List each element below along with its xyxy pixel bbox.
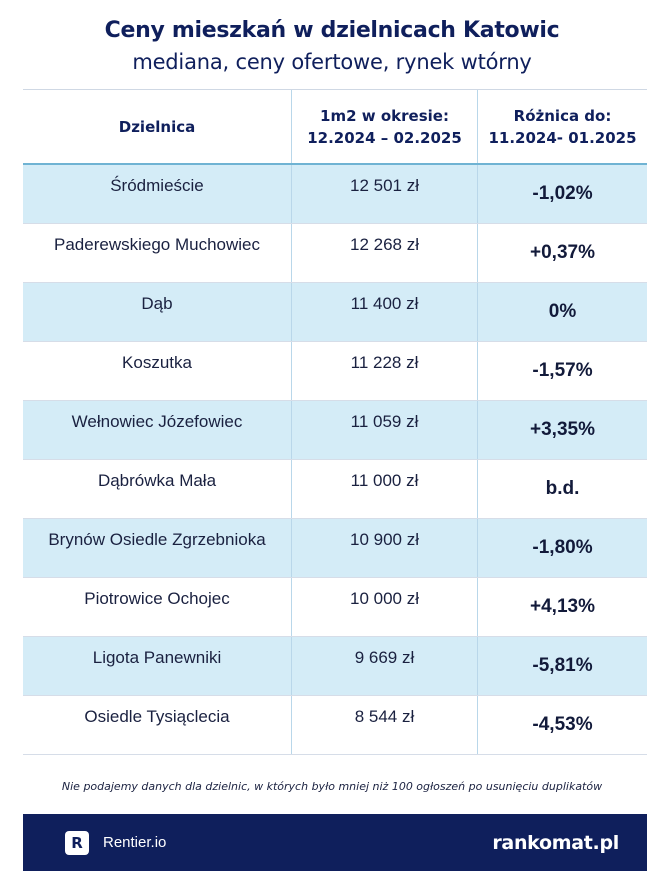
district-cell: Wełnowiec Józefowiec	[23, 401, 292, 459]
table-row	[23, 578, 647, 637]
rankomat-logo: rankomat.pl	[492, 831, 619, 854]
diff-cell: 0%	[548, 301, 577, 322]
price-cell: 11 059 zł	[292, 401, 478, 459]
price-cell: 11 000 zł	[292, 460, 478, 518]
price-cell: 11 228 zł	[292, 342, 478, 400]
table-row	[23, 401, 647, 460]
price-cell: 9 669 zł	[292, 637, 478, 695]
diff-cell: -1,02%	[532, 183, 593, 204]
table-header-row	[23, 90, 647, 165]
header	[0, 14, 664, 76]
price-cell: 12 268 zł	[292, 224, 478, 282]
table-row	[23, 283, 647, 342]
district-cell: Koszutka	[23, 342, 292, 400]
diff-cell: -5,81%	[532, 655, 593, 676]
diff-cell: +0,37%	[530, 242, 595, 263]
price-table	[23, 89, 647, 755]
table-row	[23, 637, 647, 696]
table-row	[23, 342, 647, 401]
diff-cell: -1,57%	[532, 360, 593, 381]
rentier-brand	[65, 831, 166, 855]
column-header-diff-line2: 11.2024- 01.2025	[488, 128, 637, 147]
table-row	[23, 519, 647, 578]
district-cell: Piotrowice Ochojec	[23, 578, 292, 636]
district-cell: Paderewskiego Muchowiec	[23, 224, 292, 282]
column-header-price-line1: 1m2 w okresie:	[320, 106, 449, 125]
page-title: Ceny mieszkań w dzielnicach Katowic	[104, 18, 560, 43]
diff-cell: b.d.	[545, 478, 580, 499]
price-cell: 8 544 zł	[292, 696, 478, 754]
price-cell: 11 400 zł	[292, 283, 478, 341]
district-cell: Brynów Osiedle Zgrzebnioka	[23, 519, 292, 577]
column-header-price	[292, 90, 478, 163]
rentier-logo-icon: R	[65, 831, 89, 855]
footer-bar	[23, 814, 647, 871]
table-row	[23, 165, 647, 224]
table-row	[23, 460, 647, 519]
district-cell: Śródmieście	[23, 165, 292, 223]
rentier-label: Rentier.io	[103, 834, 167, 851]
price-cell: 12 501 zł	[292, 165, 478, 223]
diff-cell: +3,35%	[530, 419, 595, 440]
district-cell: Dąbrówka Mała	[23, 460, 292, 518]
column-header-diff-line1: Różnica do:	[513, 106, 612, 125]
district-cell: Ligota Panewniki	[23, 637, 292, 695]
price-cell: 10 000 zł	[292, 578, 478, 636]
diff-cell: +4,13%	[530, 596, 595, 617]
table-row	[23, 696, 647, 755]
price-cell: 10 900 zł	[292, 519, 478, 577]
column-header-diff	[478, 90, 647, 163]
column-header-district	[23, 90, 292, 163]
page-subtitle: mediana, ceny ofertowe, rynek wtórny	[132, 50, 532, 74]
column-header-district-label: Dzielnica	[118, 117, 196, 136]
district-cell: Osiedle Tysiąclecia	[23, 696, 292, 754]
column-header-price-line2: 12.2024 – 02.2025	[307, 128, 462, 147]
diff-cell: -1,80%	[532, 537, 593, 558]
diff-cell: -4,53%	[532, 714, 593, 735]
table-row	[23, 224, 647, 283]
footnote: Nie podajemy danych dla dzielnic, w których było mniej niż 100 ogłoszeń po usunięciu duplikatów	[61, 780, 603, 793]
district-cell: Dąb	[23, 283, 292, 341]
